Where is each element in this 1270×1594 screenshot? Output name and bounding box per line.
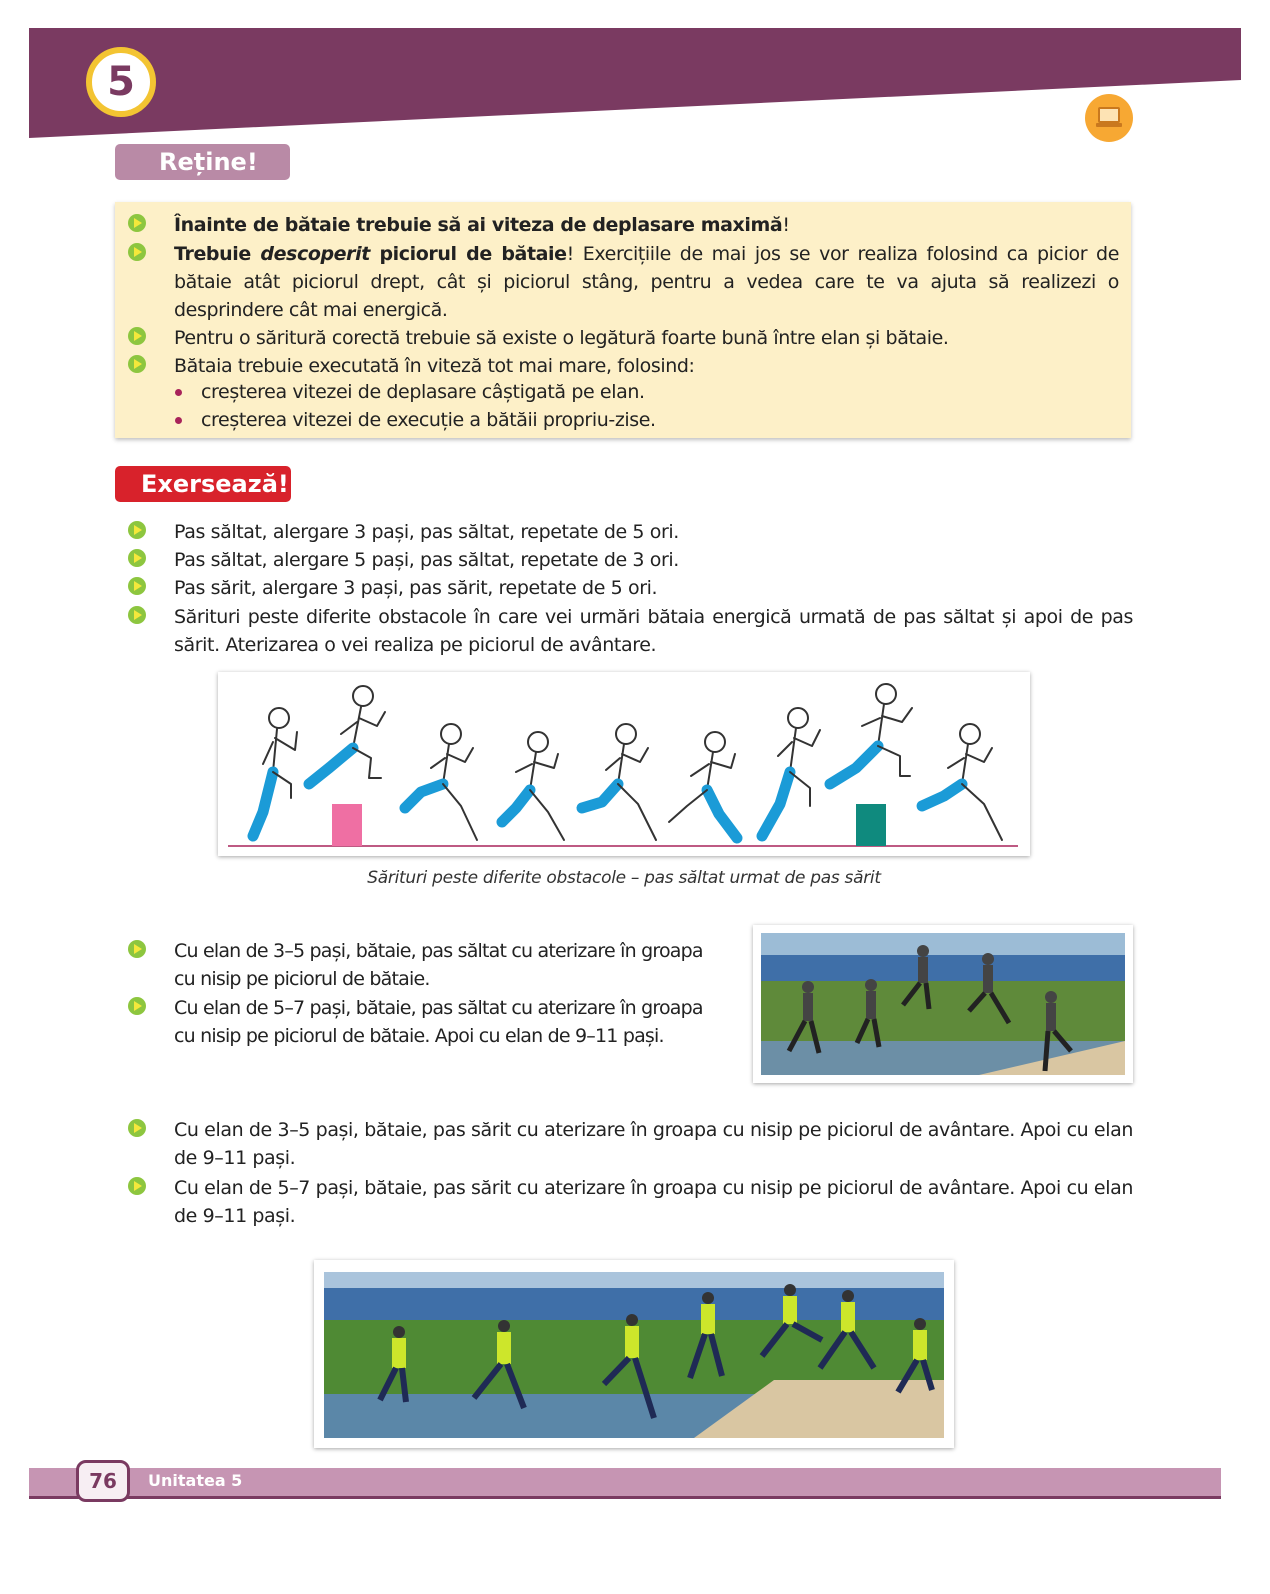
tip-text: ! (782, 214, 790, 236)
tip-text: ! Exercițiile de mai jos se vor realiza folosind ca picior de bătaie atât piciorul drept, cât și piciorul stâng, pentru a vedea care te va ajuta să realizezi o desprindere cât mai energică. (174, 243, 1119, 321)
green-triangle-bullet-icon (127, 1118, 147, 1138)
runner-figure (762, 708, 820, 836)
exercise-text: Pas săltat, alergare 3 pași, pas săltat, repetate de 5 ori. (174, 521, 679, 543)
runner-figure (669, 732, 737, 838)
green-triangle-bullet-icon (127, 605, 147, 625)
green-triangle-bullet-icon (127, 213, 147, 233)
dot-bullet-icon (175, 389, 182, 396)
runner-figure (582, 724, 656, 840)
exercise-text: Cu elan de 3–5 pași, bătaie, pas sărit cu aterizare în groapa cu nisip pe piciorul de avântare. Apoi cu elan de 9–11 pași. (174, 1119, 1133, 1169)
green-triangle-bullet-icon (127, 242, 147, 262)
tip-sub-item: creșterea vitezei de execuție a bătăii propriu-zise. (201, 409, 656, 431)
runner-figure (502, 732, 564, 840)
exerseaza-section-label (115, 466, 291, 502)
exercise-text: Sărituri peste diferite obstacole în care vei urmări bătaia energică urmată de pas săltat și apoi de pas sărit. Aterizarea o vei realiza pe piciorul de avântare. (174, 606, 1133, 656)
page-number-text: 76 (89, 1469, 117, 1493)
athlete-step-photo (314, 1260, 954, 1448)
green-triangle-bullet-icon (127, 939, 147, 959)
exercise-text: Pas sărit, alergare 3 pași, pas sărit, repetate de 5 ori. (174, 577, 658, 599)
green-triangle-bullet-icon (127, 576, 147, 596)
exercise-text: Pas săltat, alergare 5 pași, pas săltat, repetate de 3 ori. (174, 549, 679, 571)
tip-sub-item: creșterea vitezei de deplasare câștigată pe elan. (201, 381, 645, 403)
green-triangle-bullet-icon (127, 1176, 147, 1196)
pink-obstacle (332, 804, 362, 846)
exercise-text: Cu elan de 5–7 pași, bătaie, pas săltat cu aterizare în groapa cu nisip pe piciorul de bătaie. Apoi cu elan de 9–11 pași. (174, 997, 703, 1047)
runner-figure (405, 724, 477, 840)
athlete-step-photo-drawing (314, 1260, 954, 1448)
figure-caption: Sărituri peste diferite obstacole – pas săltat urmat de pas sărit (367, 868, 881, 888)
unit-label: Unitatea 5 (148, 1471, 243, 1490)
exercise-text: Cu elan de 5–7 pași, bătaie, pas sărit cu aterizare în groapa cu nisip pe piciorul de avântare. Apoi cu elan de 9–11 pași. (174, 1177, 1133, 1227)
athlete-hop-photo (753, 925, 1133, 1083)
green-triangle-bullet-icon (127, 326, 147, 346)
athlete-hop-photo-drawing (753, 925, 1133, 1083)
tip-italic-text: descoperit (260, 243, 370, 265)
exercise-text: Cu elan de 3–5 pași, bătaie, pas săltat cu aterizare în groapa cu nisip pe piciorul de bătaie. (174, 940, 703, 990)
tip-bold-text: Înainte de bătaie trebuie să ai viteza de deplasare maximă (174, 214, 783, 236)
teal-obstacle (856, 804, 886, 846)
exerseaza-label-text: Exersează! (141, 470, 289, 498)
runner-figure (253, 708, 297, 836)
green-triangle-bullet-icon (127, 354, 147, 374)
page-number (76, 1460, 130, 1502)
retine-section-label (115, 144, 290, 180)
laptop-icon[interactable] (1085, 94, 1133, 142)
runner-sequence-illustration (218, 672, 1030, 856)
tip-text: Pentru o săritură corectă trebuie să existe o legătură foarte bună între elan și bătaie. (174, 327, 949, 349)
tip-bold-text: piciorul de bătaie (369, 243, 567, 265)
chapter-number: 5 (107, 59, 135, 105)
tip-bold-text: Trebuie (174, 243, 261, 265)
retine-label-text: Reține! (159, 148, 258, 176)
chapter-number-badge (86, 47, 156, 117)
dot-bullet-icon (175, 417, 182, 424)
header-band (29, 28, 1241, 138)
tip-text: Bătaia trebuie executată în viteză tot mai mare, folosind: (174, 355, 695, 377)
runner-sequence-drawing (218, 672, 1030, 856)
runner-figure (922, 724, 1002, 840)
green-triangle-bullet-icon (127, 548, 147, 568)
runner-figure (830, 684, 912, 784)
runner-figure (309, 686, 385, 784)
green-triangle-bullet-icon (127, 996, 147, 1016)
green-triangle-bullet-icon (127, 520, 147, 540)
